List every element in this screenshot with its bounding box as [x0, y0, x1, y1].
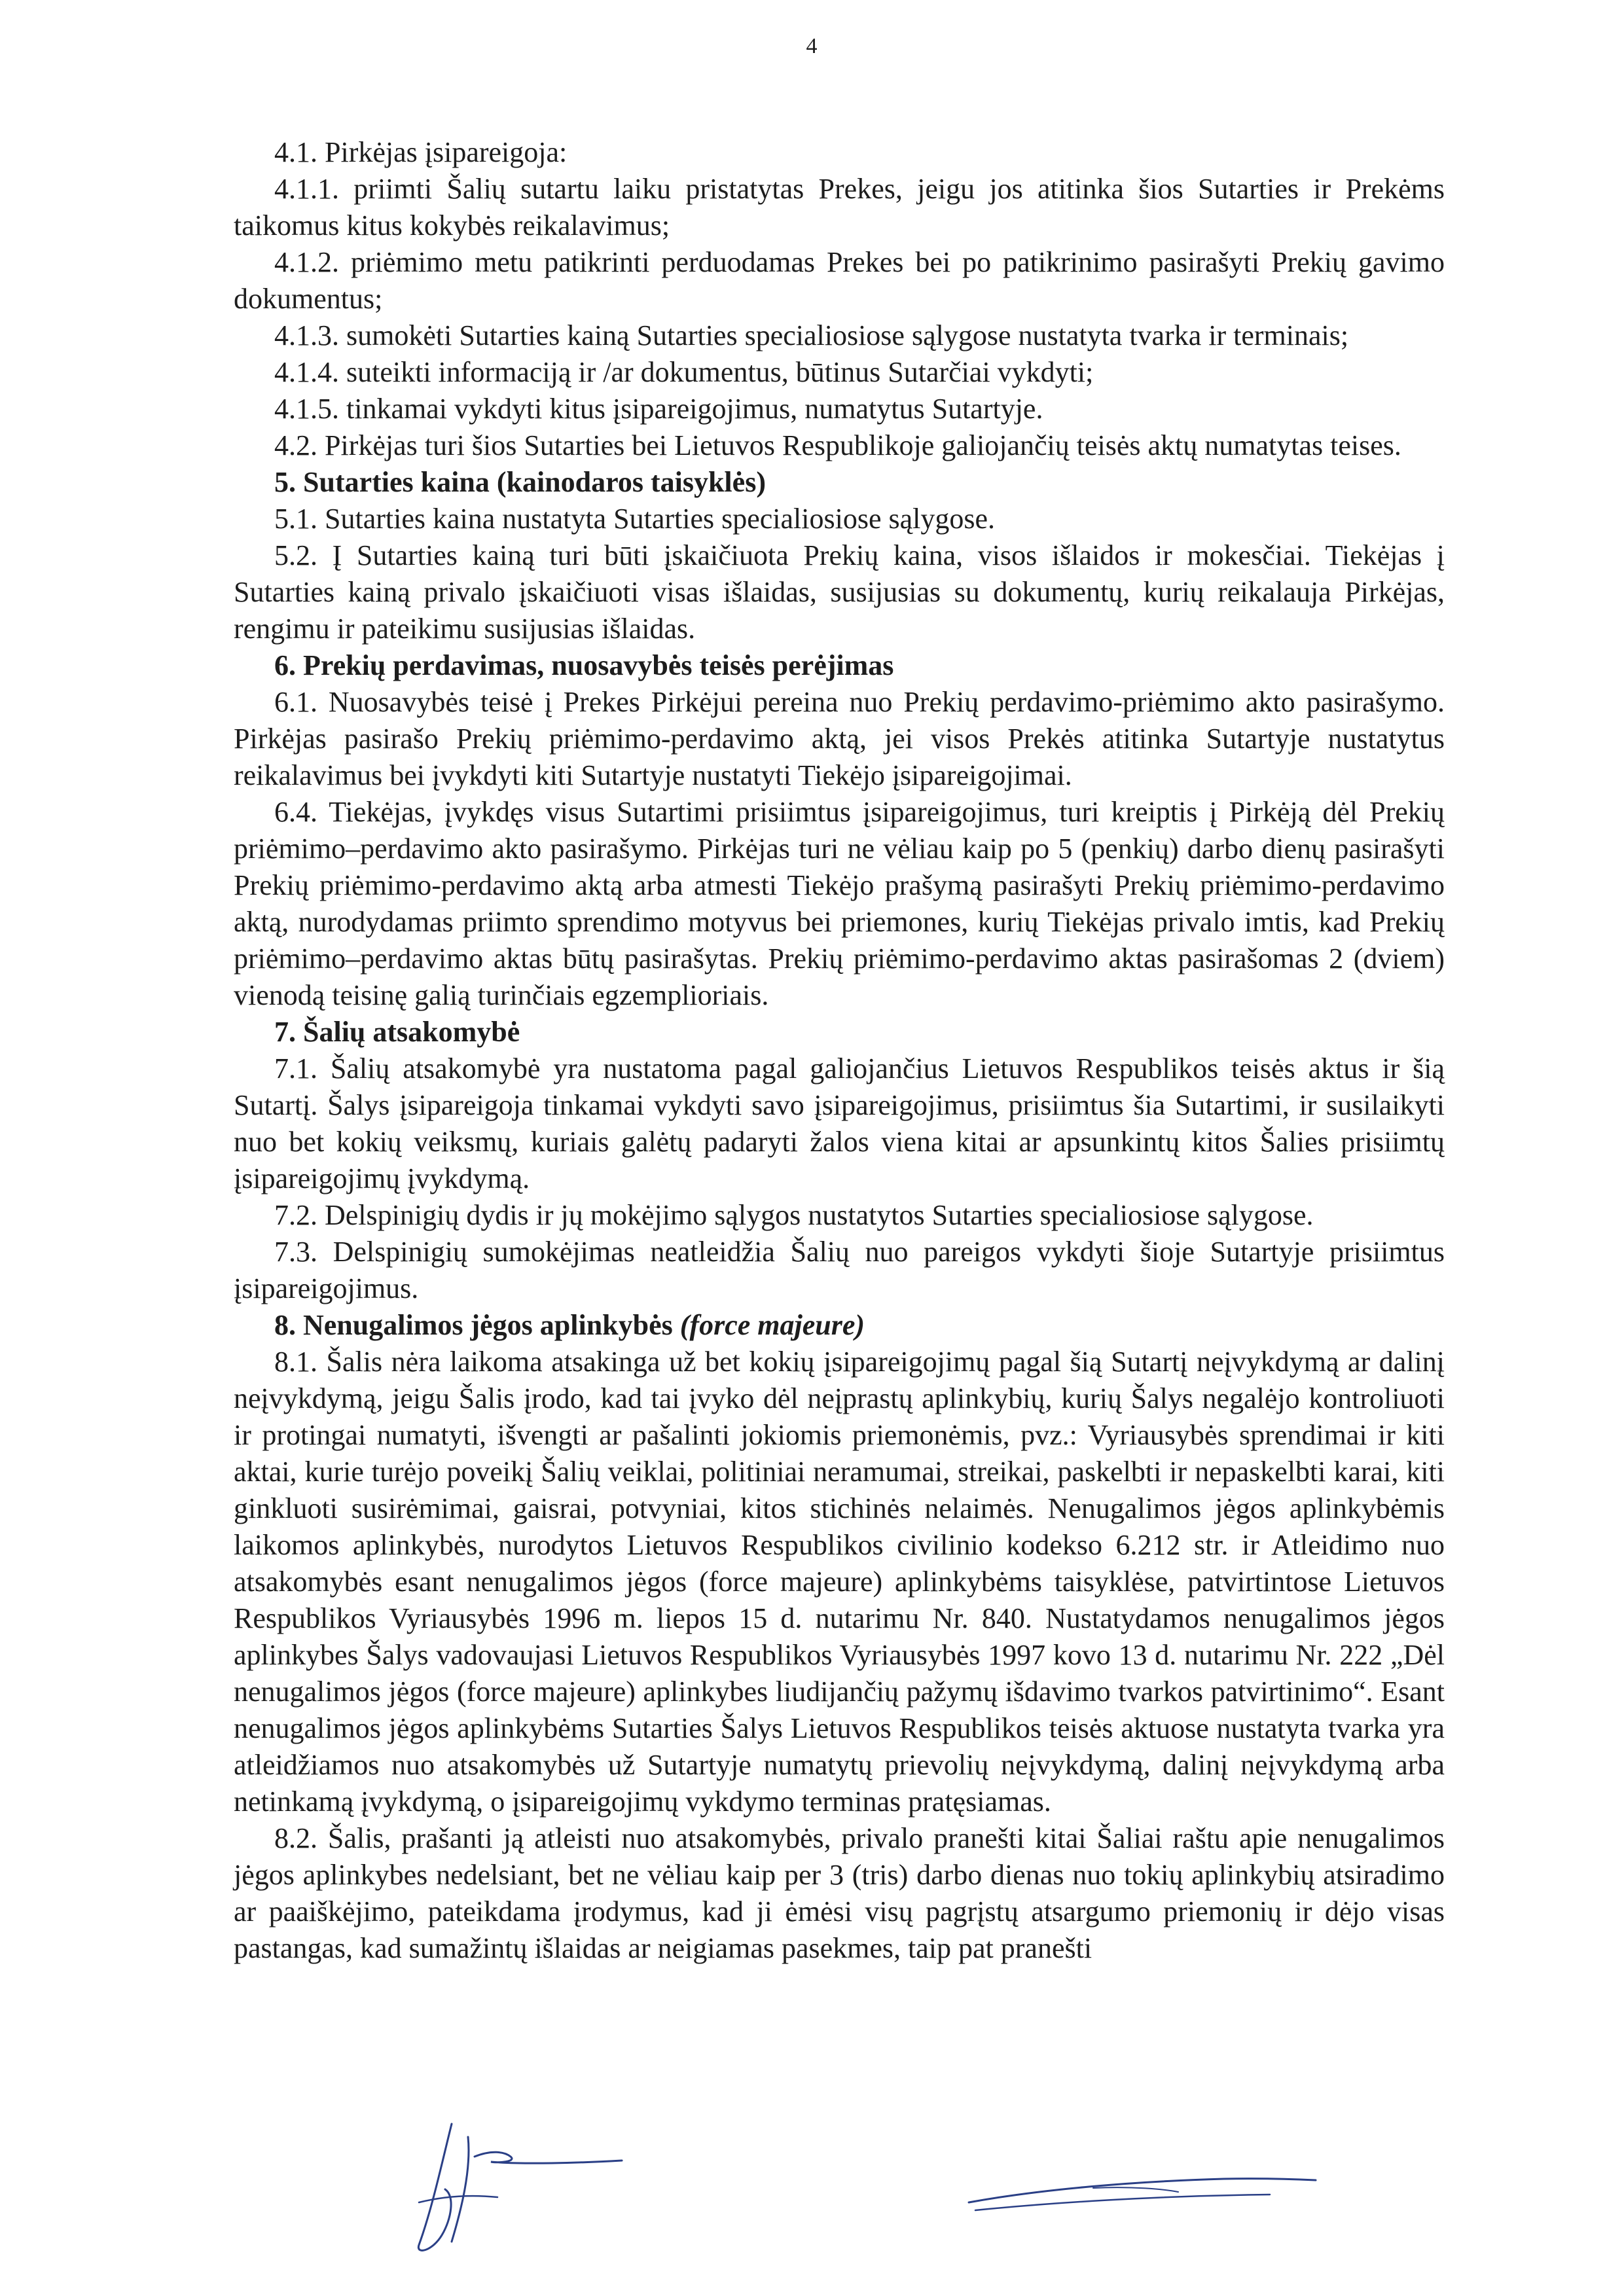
heading-8-emphasis: (force majeure): [679, 1309, 865, 1341]
clause-4-1-3-text: 4.1.3. sumokėti Sutarties kainą Sutarties specialiosiose sąlygose nustatyta tvarka ir terminais;: [274, 319, 1349, 351]
document-body: [234, 134, 1445, 1967]
clause-4-1-2: [234, 244, 1445, 317]
clause-4-1-1: [234, 171, 1445, 244]
clause-5-2: [234, 537, 1445, 647]
signature-left-icon: [406, 2111, 700, 2261]
clause-4-1-text: 4.1. Pirkėjas įsipareigoja:: [274, 136, 568, 168]
heading-6: [234, 647, 1445, 684]
clause-7-1: [234, 1050, 1445, 1197]
clause-7-2: [234, 1197, 1445, 1234]
clause-8-2: [234, 1820, 1445, 1967]
clause-4-2: [234, 427, 1445, 464]
page-number: 4: [806, 34, 818, 58]
heading-5-text: 5. Sutarties kaina (kainodaros taisyklės): [274, 466, 766, 498]
clause-5-2-text: 5.2. Į Sutarties kainą turi būti įskaičiuota Prekių kaina, visos išlaidos ir mokesčiai. Tiekėjas į Sutarties kainą privalo įskaičiuoti visas išlaidas, susijusias su dokumentų, kurių reikalauja Pirkėjas, rengimu ir pateikimu susijusias išlaidas.: [234, 539, 1445, 645]
clause-8-1: [234, 1344, 1445, 1820]
clause-7-1-text: 7.1. Šalių atsakomybė yra nustatoma pagal galiojančius Lietuvos Respublikos teisės aktus ir šią Sutartį. Šalys įsipareigoja tinkamai vykdyti savo įsipareigojimus, prisiimtus šia Sutartimi, ir susilaikyti nuo bet kokių veiksmų, kuriais galėtų padaryti žalos viena kitai ar apsunkintų kitos Šalies prisiimtų įsipareigojimų įvykdymą.: [234, 1052, 1445, 1194]
clause-6-4-text: 6.4. Tiekėjas, įvykdęs visus Sutartimi prisiimtus įsipareigojimus, turi kreiptis į Pirkėją dėl Prekių priėmimo–perdavimo akto pasirašymo. Pirkėjas turi ne vėliau kaip po 5 (penkių) darbo dienų pasirašyti Prekių priėmimo-perdavimo aktą arba atmesti Tiekėjo prašymą pasirašyti Prekių priėmimo-perdavimo aktą, nurodydamas priimto sprendimo motyvus bei priemones, kurių Tiekėjas privalo imtis, kad Prekių priėmimo–perdavimo aktas būtų pasirašytas. Prekių priėmimo-perdavimo aktas pasirašomas 2 (dviem) vienodą teisinę galią turinčiais egzemplioriais.: [234, 796, 1445, 1011]
clause-4-2-text: 4.2. Pirkėjas turi šios Sutarties bei Lietuvos Respublikoje galiojančių teisės aktų numatytas teises.: [274, 429, 1401, 461]
clause-7-3: [234, 1234, 1445, 1307]
clause-4-1: [234, 134, 1445, 171]
clause-6-4: [234, 794, 1445, 1014]
clause-4-1-5: [234, 391, 1445, 427]
clause-7-3-text: 7.3. Delspinigių sumokėjimas neatleidžia Šalių nuo pareigos vykdyti šioje Sutartyje prisiimtus įsipareigojimus.: [234, 1236, 1445, 1304]
heading-7: [234, 1014, 1445, 1050]
clause-5-1-text: 5.1. Sutarties kaina nustatyta Sutarties specialiosiose sąlygose.: [274, 503, 996, 535]
signature-right-icon: [962, 2157, 1329, 2229]
clause-6-1-text: 6.1. Nuosavybės teisė į Prekes Pirkėjui pereina nuo Prekių perdavimo-priėmimo akto pasirašymo. Pirkėjas pasirašo Prekių priėmimo-perdavimo aktą, jei visos Prekės atitinka Sutartyje nustatytus reikalavimus bei įvykdyti kiti Sutartyje nustatyti Tiekėjo įsipareigojimai.: [234, 686, 1445, 791]
heading-8-text: 8. Nenugalimos jėgos aplinkybės: [274, 1309, 680, 1341]
clause-8-1-text: 8.1. Šalis nėra laikoma atsakinga už bet kokių įsipareigojimų pagal šią Sutartį neįvykdymą ar dalinį neįvykdymą, jeigu Šalis įrodo, kad tai įvyko dėl neįprastų aplinkybių, kurių Šalys negalėjo kontroliuoti ir protingai numatyti, išvengti ar pašalinti jokiomis priemonėmis, pvz.: Vyriausybės sprendimai ir kiti aktai, kurie turėjo poveikį Šalių veiklai, politiniai neramumai, streikai, paskelbti ir nepaskelbti karai, kiti ginkluoti susirėmimai, gaisrai, potvyniai, kitos stichinės nelaimės. Nenugalimos jėgos aplinkybėmis laikomos aplinkybės, nurodytos Lietuvos Respublikos civilinio kodekso 6.212 str. ir Atleidimo nuo atsakomybės esant nenugalimos jėgos (force majeure) aplinkybėms taisyklėse, patvirtintose Lietuvos Respublikos Vyriausybės 1996 m. liepos 15 d. nutarimu Nr. 840. Nustatydamos nenugalimos jėgos aplinkybes Šalys vadovaujasi Lietuvos Respublikos Vyriausybės 1997 kovo 13 d. nutarimu Nr. 222 „Dėl nenugalimos jėgos (force majeure) aplinkybes liudijančių pažymų išdavimo tvarkos patvirtinimo“. Esant nenugalimos jėgos aplinkybėms Sutarties Šalys Lietuvos Respublikos teisės aktuose nustatyta tvarka yra atleidžiamos nuo atsakomybės už Sutartyje numatytų prievolių neįvykdymą, dalinį neįvykdymą arba netinkamą įvykdymą, o įsipareigojimų vykdymo terminas pratęsiamas.: [234, 1346, 1445, 1818]
clause-4-1-3: [234, 317, 1445, 354]
clause-6-1: [234, 684, 1445, 794]
clause-4-1-2-text: 4.1.2. priėmimo metu patikrinti perduodamas Prekes bei po patikrinimo pasirašyti Prekių gavimo dokumentus;: [234, 246, 1445, 315]
clause-4-1-1-text: 4.1.1. priimti Šalių sutartu laiku pristatytas Prekes, jeigu jos atitinka šios Sutarties ir Prekėms taikomus kitus kokybės reikalavimus;: [234, 173, 1445, 242]
clause-5-1: [234, 501, 1445, 537]
clause-4-1-5-text: 4.1.5. tinkamai vykdyti kitus įsipareigojimus, numatytus Sutartyje.: [274, 393, 1043, 425]
clause-7-2-text: 7.2. Delspinigių dydis ir jų mokėjimo sąlygos nustatytos Sutarties specialiosiose sąlygose.: [274, 1199, 1314, 1231]
clause-8-2-text: 8.2. Šalis, prašanti ją atleisti nuo atsakomybės, privalo pranešti kitai Šaliai raštu apie nenugalimos jėgos aplinkybes nedelsiant, bet ne vėliau kaip per 3 (tris) darbo dienas nuo tokių aplinkybių atsiradimo ar paaiškėjimo, pateikdama įrodymus, kad ji ėmėsi visų pagrįstų atsargumo priemonių ir dėjo visas pastangas, kad sumažintų išlaidas ar neigiamas pasekmes, taip pat pranešti: [234, 1822, 1445, 1964]
heading-5: [234, 464, 1445, 501]
clause-4-1-4: [234, 354, 1445, 391]
heading-7-text: 7. Šalių atsakomybė: [274, 1016, 520, 1048]
clause-4-1-4-text: 4.1.4. suteikti informaciją ir /ar dokumentus, būtinus Sutarčiai vykdyti;: [274, 356, 1094, 388]
heading-8: [234, 1307, 1445, 1344]
heading-6-text: 6. Prekių perdavimas, nuosavybės teisės perėjimas: [274, 649, 894, 681]
